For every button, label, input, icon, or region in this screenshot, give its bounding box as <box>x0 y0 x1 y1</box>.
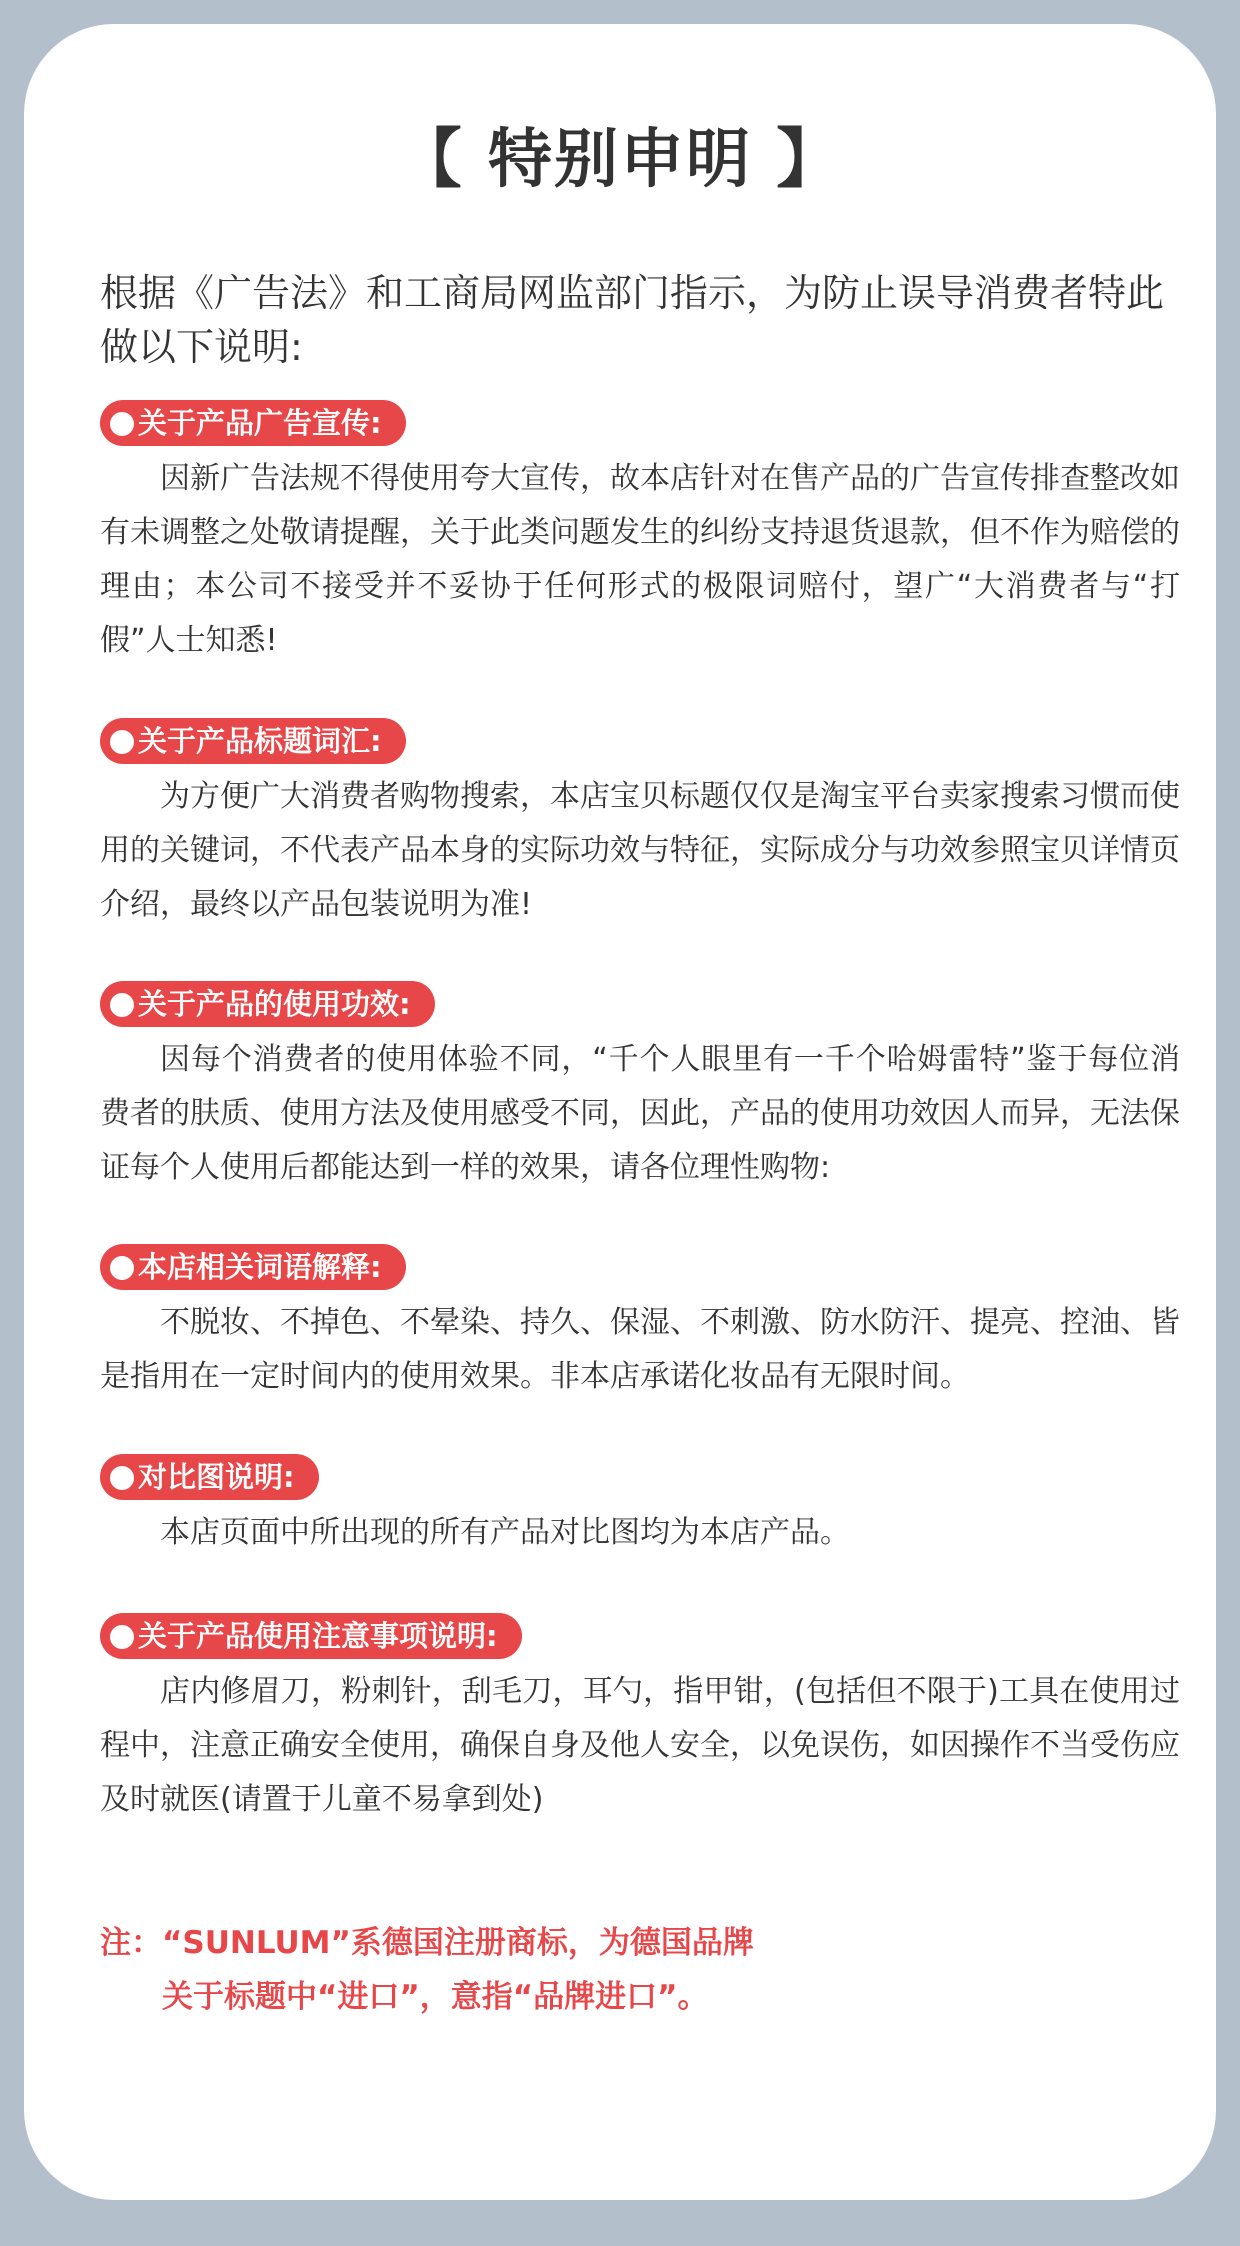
section-body: 为方便广大消费者购物搜索，本店宝贝标题仅仅是淘宝平台卖家搜索习惯而使用的关键词，不代表产品本身的实际功效与特征，实际成分与功效参照宝贝详情页介绍，最终以产品包装说明为准! <box>100 779 1180 922</box>
section-comparison-images <box>100 1454 1180 1560</box>
section-heading: 关于产品广告宣传: <box>138 406 382 440</box>
section-heading-badge <box>100 981 435 1027</box>
intro-text: 根据《广告法》和工商局网监部门指示，为防止误导消费者特此做以下说明: <box>100 271 1165 369</box>
section-usage-effect <box>100 981 1180 1195</box>
bullet-dot-icon <box>110 1466 134 1490</box>
section-heading-badge <box>100 1244 406 1290</box>
bullet-dot-icon <box>110 730 134 754</box>
bullet-dot-icon <box>110 1256 134 1280</box>
section-term-explanation <box>100 1244 1180 1404</box>
section-heading: 对比图说明: <box>138 1460 295 1494</box>
section-ad-promotion <box>100 400 1180 668</box>
statement-card <box>24 24 1216 2200</box>
section-heading-badge <box>100 1454 319 1500</box>
section-body: 本店页面中所出现的所有产品对比图均为本店产品。 <box>160 1515 850 1550</box>
section-heading: 本店相关词语解释: <box>138 1250 382 1284</box>
section-body: 因每个消费者的使用体验不同，“千个人眼里有一千个哈姆雷特”鉴于每位消费者的肤质、使用方法及使用感受不同，因此，产品的使用功效因人而异，无法保证每个人使用后都能达到一样的效果，请各位理性购物: <box>100 1042 1180 1185</box>
section-heading: 关于产品使用注意事项说明: <box>138 1619 498 1653</box>
section-heading-badge <box>100 400 406 446</box>
section-heading: 关于产品的使用功效: <box>138 987 411 1021</box>
section-title-keywords <box>100 718 1180 932</box>
section-body: 因新广告法规不得使用夸大宣传，故本店针对在售产品的广告宣传排查整改如有未调整之处敬请提醒，关于此类问题发生的纠纷支持退货退款，但不作为赔偿的理由；本公司不接受并不妥协于任何形式的极限词赔付，望广“大消费者与“打假”人士知悉! <box>100 461 1180 658</box>
section-body: 店内修眉刀，粉刺针，刮毛刀，耳勺，指甲钳，(包括但不限于)工具在使用过程中，注意正确安全使用，确保自身及他人安全，以免误伤，如因操作不当受伤应及时就医(请置于儿童不易拿到处) <box>100 1674 1180 1817</box>
page-title: 【 特别申明 】 <box>397 123 843 197</box>
section-heading-badge <box>100 1613 522 1659</box>
section-body: 不脱妆、不掉色、不晕染、持久、保湿、不刺激、防水防汗、提亮、控油、皆是指用在一定时间内的使用效果。非本店承诺化妆品有无限时间。 <box>100 1305 1180 1394</box>
bullet-dot-icon <box>110 1625 134 1649</box>
bullet-dot-icon <box>110 993 134 1017</box>
section-safety-notes <box>100 1613 1180 1827</box>
trademark-note <box>100 1916 1180 2024</box>
bullet-dot-icon <box>110 412 134 436</box>
trademark-note-line1: 注：“SUNLUM”系德国注册商标，为德国品牌 <box>100 1925 754 1961</box>
section-heading-badge <box>100 718 406 764</box>
section-heading: 关于产品标题词汇: <box>138 724 382 758</box>
trademark-note-line2: 关于标题中“进口”，意指“品牌进口”。 <box>162 1979 709 2015</box>
